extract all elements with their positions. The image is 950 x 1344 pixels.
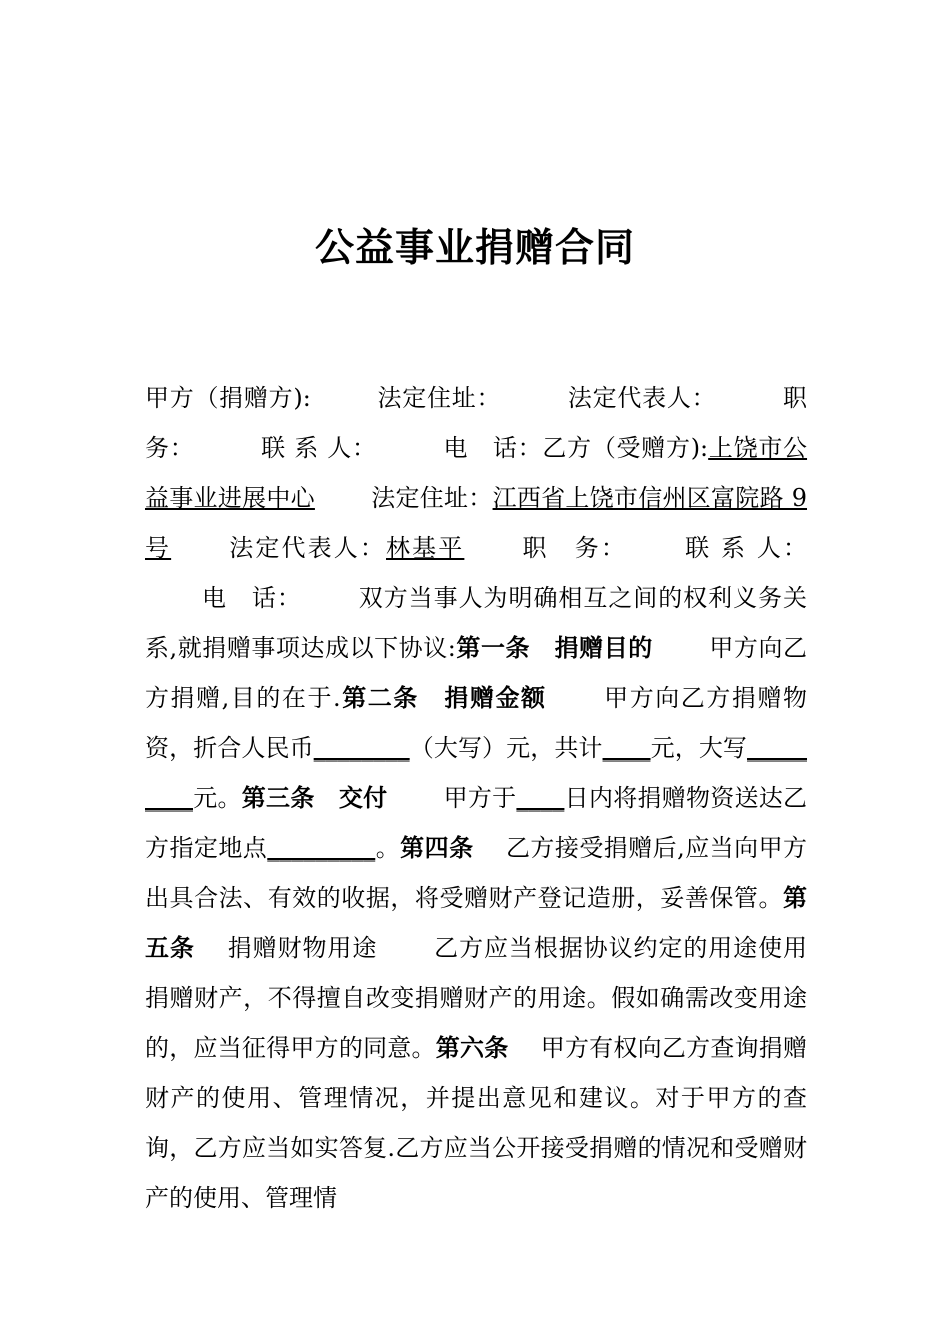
party-b-phone-label: 电 话：: [201, 584, 302, 612]
party-b-address: 江西省上饶市信州区富院路 9 号: [145, 484, 808, 562]
party-a-rep-label: 法定代表人：: [567, 384, 717, 412]
article-5-text: 乙方应当根据协议约定的用途使用捐赠财产，不得擅自改变捐赠财产的用途。假如确需改变用途的，应当征得甲方的同意。: [145, 934, 808, 1062]
party-b-rep-label: 法定代表人：: [227, 534, 386, 562]
article-2-heading: 第二条 捐赠金额: [340, 684, 547, 712]
party-b-position-label: 职 务：: [520, 534, 627, 562]
article-1-text: 甲方向乙方捐赠,目的在于.: [145, 634, 808, 712]
article-4-heading: 第四条: [400, 834, 474, 862]
party-b-address-label: 法定住址：: [370, 484, 493, 512]
party-a-contact-label: 联 系 人：: [260, 434, 377, 462]
article-1-heading: 第一条 捐赠目的: [455, 634, 653, 662]
party-a-phone-label: 电 话：: [442, 434, 543, 462]
contract-body: [145, 373, 807, 1223]
article-3-text-1: 甲方于: [443, 784, 517, 812]
article-3-text-3: 。: [375, 834, 401, 862]
article-5-heading: 第五条: [145, 884, 807, 962]
article-3-blank-1: ____: [516, 784, 565, 812]
article-2-blank-3: _________: [145, 734, 808, 812]
article-2-blank-2: ____: [602, 734, 651, 762]
article-2-text-2: （大写）元，共计: [409, 734, 603, 762]
article-2-text-4: 元。: [193, 784, 242, 812]
article-2-text-1: 甲方向乙方捐赠物资，折合人民币: [145, 684, 808, 762]
party-a-position-label: 职务：: [145, 384, 808, 462]
article-3-text-2: 日内将捐赠物资送达乙方指定地点: [145, 784, 808, 862]
article-2-blank-1: ________: [313, 734, 410, 762]
article-2-text-3: 元，大写: [650, 734, 748, 762]
article-5-subheading: 捐赠财物用途: [226, 934, 378, 962]
party-b-rep: 林基平: [386, 534, 465, 562]
document-title: 公益事业捐赠合同: [314, 225, 635, 271]
article-3-blank-2: _________: [267, 834, 376, 862]
preamble: 双方当事人为明确相互之间的权利义务关系,就捐赠事项达成以下协议:: [145, 584, 808, 662]
party-b-name: 上饶市公益事业进展中心: [145, 434, 808, 512]
article-4-text: 乙方接受捐赠后,应当向甲方出具合法、有效的收据，将受赠财产登记造册，妥善保管。: [145, 834, 808, 912]
party-a-address-label: 法定住址：: [376, 384, 502, 412]
party-a-label: 甲方（捐赠方):: [145, 384, 311, 412]
party-b-label: 乙方（受赠方):: [542, 434, 709, 462]
article-3-heading: 第三条 交付: [241, 784, 388, 812]
party-b-contact-label: 联 系 人：: [683, 534, 808, 562]
article-6-text: 甲方有权向乙方查询捐赠财产的使用、管理情况，并提出意见和建议。对于甲方的查询，乙方应当如实答复.乙方应当公开接受捐赠的情况和受赠财产的使用、管理情: [145, 1034, 808, 1212]
article-6-heading: 第六条: [435, 1034, 509, 1062]
